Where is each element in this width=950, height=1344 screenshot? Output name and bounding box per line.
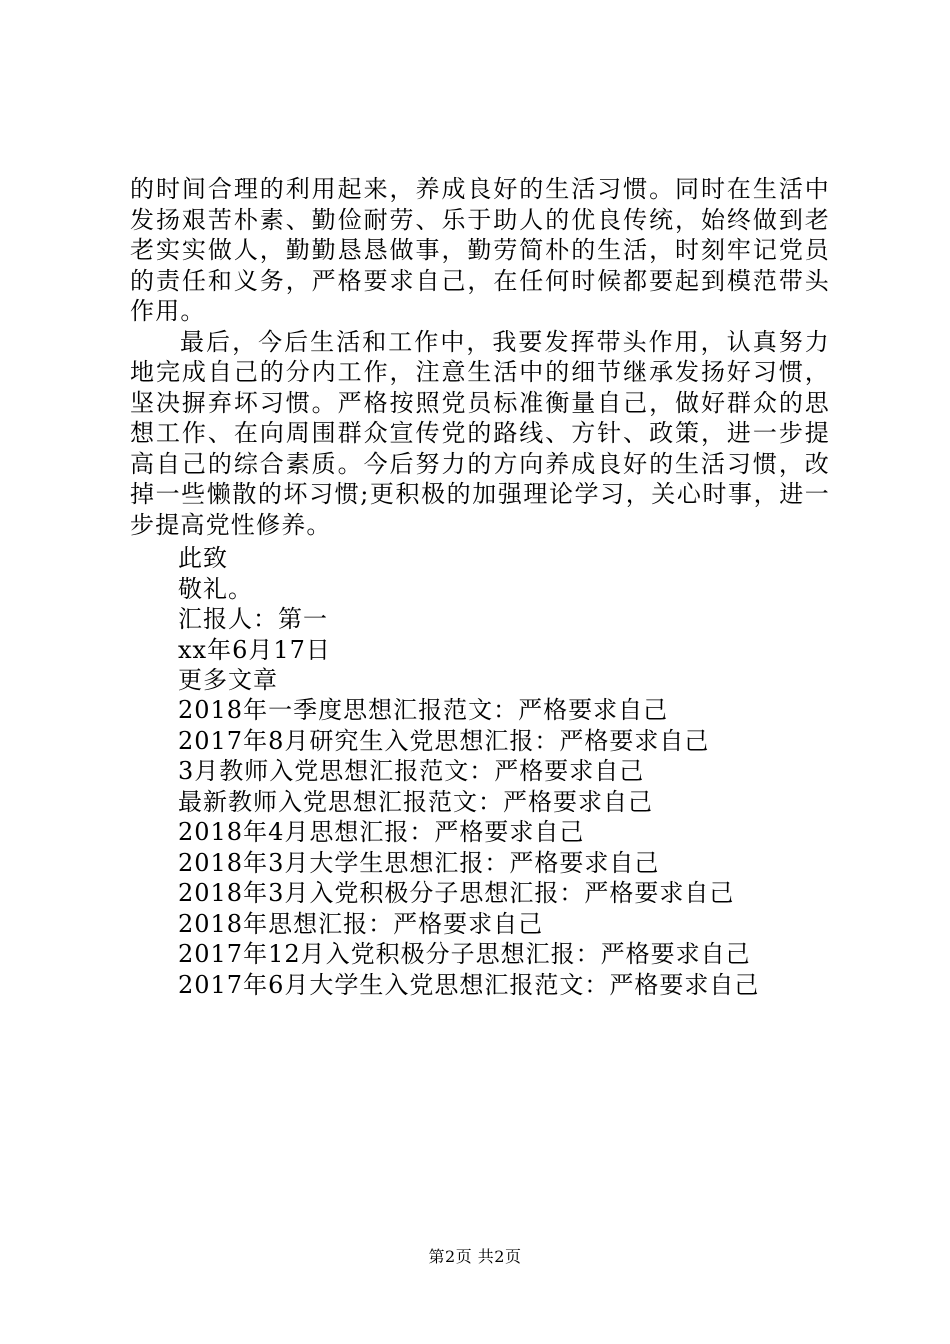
related-article-link[interactable]: 2018年3月入党积极分子思想汇报：严格要求自己 [178, 879, 735, 907]
document-body [130, 174, 830, 540]
closing-block [178, 543, 878, 696]
reporter-line: 汇报人：第一 [178, 605, 328, 633]
salutation-line-2: 敬礼。 [178, 574, 253, 603]
paragraph-conclusion: 最后，今后生活和工作中，我要发挥带头作用，认真努力地完成自己的分内工作，注意生活中的细节继承发扬好习惯，坚决摒弃坏习惯。严格按照党员标准衡量自己，做好群众的思想工作、在向周围群众宣传党的路线、方针、政策，进一步提高自己的综合素质。今后努力的方向养成良好的生活习惯，改掉一些懒散的坏习惯;更积极的加强理论学习，关心时事，进一步提高党性修养。 [130, 327, 830, 539]
related-article-link[interactable]: 2018年思想汇报：严格要求自己 [178, 909, 544, 938]
more-articles-heading: 更多文章 [178, 666, 278, 694]
page-footer: 第2页 共2页 [428, 1247, 522, 1266]
related-articles-list [178, 695, 898, 1000]
related-article-link[interactable]: 2017年12月入党积极分子思想汇报：严格要求自己 [178, 940, 751, 968]
related-article-link[interactable]: 3月教师入党思想汇报范文：严格要求自己 [178, 757, 645, 785]
related-article-link[interactable]: 2018年4月思想汇报：严格要求自己 [178, 818, 585, 846]
related-article-link[interactable]: 2018年3月大学生思想汇报：严格要求自己 [178, 848, 660, 877]
related-article-link[interactable]: 2017年8月研究生入党思想汇报：严格要求自己 [178, 726, 710, 755]
related-article-link[interactable]: 2018年一季度思想汇报范文：严格要求自己 [178, 696, 669, 724]
related-article-link[interactable]: 最新教师入党思想汇报范文：严格要求自己 [178, 787, 653, 816]
date-line: xx年6月17日 [178, 635, 331, 664]
salutation-line-1: 此致 [178, 544, 228, 572]
paragraph-continuation: 的时间合理的利用起来，养成良好的生活习惯。同时在生活中发扬艰苦朴素、勤俭耐劳、乐于助人的优良传统，始终做到老老实实做人，勤勤恳恳做事，勤劳简朴的生活，时刻牢记党员的责任和义务，严格要求自己，在任何时候都要起到模范带头作用。 [130, 175, 830, 325]
related-article-link[interactable]: 2017年6月大学生入党思想汇报范文：严格要求自己 [178, 970, 760, 999]
